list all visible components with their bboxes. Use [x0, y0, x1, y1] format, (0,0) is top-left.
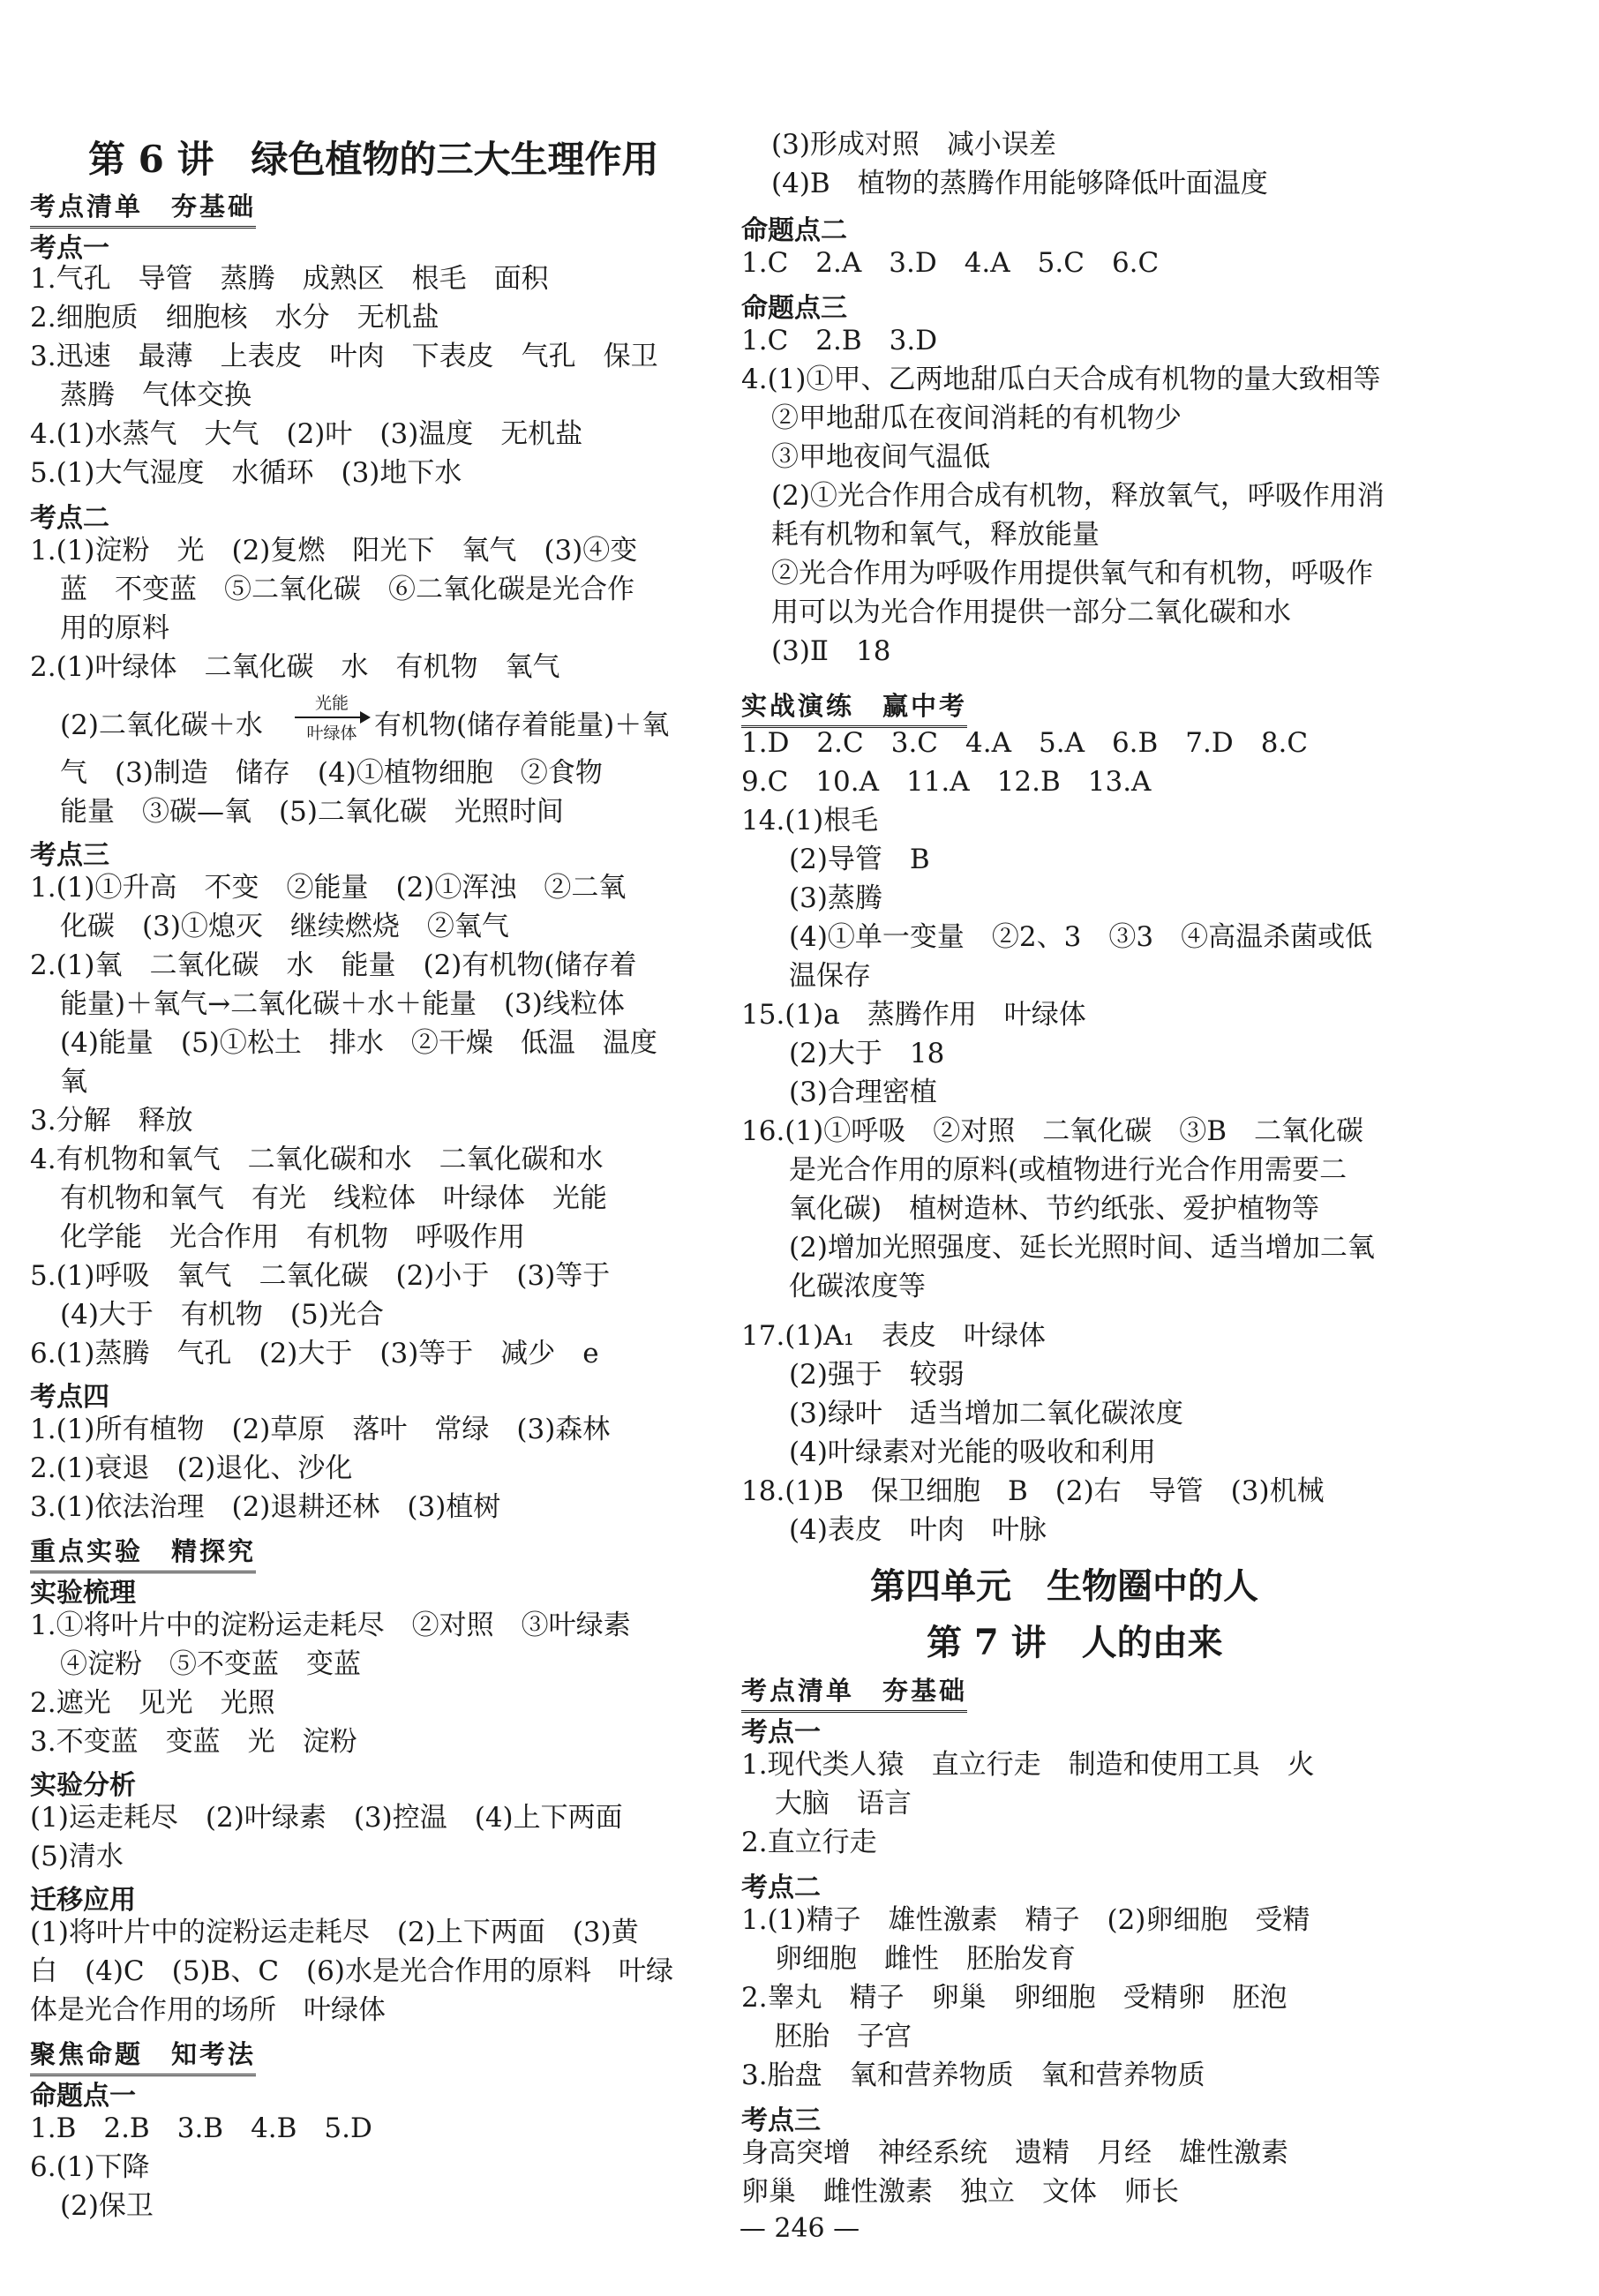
page-number: — 246 —: [739, 2213, 860, 2244]
answer-line: (2)导管 B: [789, 844, 930, 875]
answer-line: 2.细胞质 细胞核 水分 无机盐: [30, 302, 439, 334]
answer-line: 体是光合作用的场所 叶绿体: [30, 1994, 386, 2026]
reaction-arrow: [295, 694, 369, 743]
answer-line: 气 (3)制造 储存 (4)①植物细胞 ②食物: [60, 757, 603, 789]
subheading-experiment-analysis: 实验分析: [30, 1770, 136, 1801]
answer-line: 18.(1)B 保卫细胞 B (2)右 导管 (3)机械: [741, 1475, 1325, 1507]
answer-line: 1.现代类人猿 直立行走 制造和使用工具 火: [741, 1749, 1315, 1781]
answer-line: 5.(1)大气湿度 水循环 (3)地下水: [30, 457, 462, 489]
answer-line: 2.直立行走: [741, 1827, 877, 1858]
answer-line: 4.(1)①甲、乙两地甜瓜白天合成有机物的量大致相等: [741, 364, 1381, 395]
answer-line: (4)B 植物的蒸腾作用能够降低叶面温度: [771, 168, 1268, 199]
answer-line: (4)大于 有机物 (5)光合: [60, 1299, 384, 1331]
answer-line: 15.(1)a 蒸腾作用 叶绿体: [741, 999, 1086, 1031]
answer-line: 14.(1)根毛: [741, 805, 879, 837]
subheading-transfer-application: 迁移应用: [30, 1885, 136, 1916]
subheading-kaodian-2: 考点二: [30, 503, 109, 534]
answer-line: (3)绿叶 适当增加二氧化碳浓度: [789, 1398, 1183, 1429]
answer-line: (2)强于 较弱: [789, 1359, 965, 1391]
answer-line: 化碳浓度等: [789, 1271, 926, 1302]
subheading-experiment-summary: 实验梳理: [30, 1578, 136, 1609]
answer-line: 氧: [60, 1066, 87, 1098]
answer-line: 16.(1)①呼吸 ②对照 二氧化碳 ③B 二氧化碳: [741, 1115, 1363, 1147]
answer-line: 4.有机物和氧气 二氧化碳和水 二氧化碳和水: [30, 1144, 604, 1175]
answer-line: (2)①光合作用合成有机物，释放氧气，呼吸作用消: [771, 480, 1385, 512]
answer-line: 3.胎盘 氧和营养物质 氧和营养物质: [741, 2060, 1205, 2091]
answer-line: (3)蒸腾: [789, 882, 882, 914]
answer-line: 4.(1)水蒸气 大气 (2)叶 (3)温度 无机盐: [30, 418, 583, 450]
answer-line: 1.(1)精子 雄性激素 精子 (2)卵细胞 受精: [741, 1904, 1310, 1936]
answer-line: 耗有机物和氧气，释放能量: [771, 519, 1100, 551]
arrow-condition-top: 光能: [314, 694, 349, 713]
answer-line: (1)将叶片中的淀粉运走耗尽 (2)上下两面 (3)黄: [30, 1917, 639, 1948]
subheading-proposition-1: 命题点一: [30, 2081, 136, 2112]
answer-line: 1.(1)淀粉 光 (2)复燃 阳光下 氧气 (3)④变: [30, 535, 638, 566]
answer-line: 1.D 2.C 3.C 4.A 5.A 6.B 7.D 8.C: [741, 727, 1309, 759]
answer-line: 蓝 不变蓝 ⑤二氧化碳 ⑥二氧化碳是光合作: [60, 574, 634, 605]
answer-line: 3.不变蓝 变蓝 光 淀粉: [30, 1726, 357, 1758]
answer-line: 2.(1)氧 二氧化碳 水 能量 (2)有机物(储存着: [30, 949, 637, 981]
answer-line: 1.(1)所有植物 (2)草原 落叶 常绿 (3)森林: [30, 1414, 611, 1445]
answer-line: 1.(1)①升高 不变 ②能量 (2)①浑浊 ②二氧: [30, 872, 627, 904]
section-header-checklist-2: 考点清单 夯基础: [741, 1671, 967, 1713]
answer-line: (3)Ⅱ 18: [771, 635, 891, 667]
answer-line: (4)能量 (5)①松土 排水 ②干燥 低温 温度: [60, 1027, 657, 1059]
answer-line: 白 (4)C (5)B、C (6)水是光合作用的原料 叶绿: [30, 1955, 673, 1987]
answer-line: 6.(1)下降: [30, 2151, 150, 2183]
answer-line: 2.(1)叶绿体 二氧化碳 水 有机物 氧气: [30, 651, 560, 683]
arrow-line: [295, 717, 362, 718]
section-header-focus-questions: 聚焦命题 知考法: [30, 2035, 256, 2076]
answer-line: (4)表皮 叶肉 叶脉: [789, 1514, 1047, 1546]
answer-line: 用的原料: [60, 612, 169, 644]
photosynthesis-equation: [60, 702, 263, 742]
arrow-condition-bottom: 叶绿体: [306, 724, 357, 743]
answer-line: 化学能 光合作用 有机物 呼吸作用: [60, 1221, 525, 1253]
subheading-kaodian-3: 考点三: [30, 840, 109, 871]
unit-4-title: 第四单元 生物圈中的人: [870, 1565, 1258, 1607]
answer-line: 2.(1)衰退 (2)退化、沙化: [30, 1452, 353, 1484]
answer-line: 6.(1)蒸腾 气孔 (2)大于 (3)等于 减少 e: [30, 1338, 599, 1369]
answer-line: ④淀粉 ⑤不变蓝 变蓝: [60, 1648, 361, 1680]
answer-line: 17.(1)A₁ 表皮 叶绿体: [741, 1320, 1047, 1352]
answer-line: 9.C 10.A 11.A 12.B 13.A: [741, 766, 1152, 798]
answer-line: 1.气孔 导管 蒸腾 成熟区 根毛 面积: [30, 263, 549, 295]
answer-line: (2)保卫: [60, 2190, 154, 2222]
answer-line: 温保存: [789, 960, 871, 992]
answer-line: 3.迅速 最薄 上表皮 叶肉 下表皮 气孔 保卫: [30, 341, 658, 372]
answer-line: (4)叶绿素对光能的吸收和利用: [789, 1437, 1156, 1468]
subheading-kaodian-3: 考点三: [741, 2105, 821, 2136]
answer-line: (3)形成对照 减小误差: [771, 129, 1056, 161]
answer-line: 卵细胞 雌性 胚胎发育: [775, 1943, 1076, 1975]
answer-line: ②甲地甜瓜在夜间消耗的有机物少: [771, 402, 1182, 434]
answer-line: ②光合作用为呼吸作用提供氧气和有机物，呼吸作: [771, 558, 1373, 589]
answer-line: 卵巢 雌性激素 独立 文体 师长: [741, 2176, 1179, 2208]
answer-line: 能量 ③碳—氧 (5)二氧化碳 光照时间: [60, 796, 564, 828]
answer-line: 1.C 2.A 3.D 4.A 5.C 6.C: [741, 247, 1160, 279]
answer-line: (4)①单一变量 ②2、3 ③3 ④高温杀菌或低: [789, 921, 1373, 953]
section-header-checklist: 考点清单 夯基础: [30, 187, 256, 229]
answer-line: 2.睾丸 精子 卵巢 卵细胞 受精卵 胚泡: [741, 1982, 1287, 2014]
subheading-kaodian-1: 考点一: [741, 1717, 821, 1748]
answer-line: 5.(1)呼吸 氧气 二氧化碳 (2)小于 (3)等于: [30, 1260, 611, 1292]
subheading-proposition-2: 命题点二: [741, 215, 847, 246]
equation-products: 有机物(储存着能量)＋氧: [374, 709, 670, 741]
subheading-proposition-3: 命题点三: [741, 293, 847, 324]
answer-line: 1.C 2.B 3.D: [741, 325, 938, 356]
subheading-kaodian-4: 考点四: [30, 1382, 109, 1413]
subheading-kaodian-2: 考点二: [741, 1872, 821, 1903]
section-header-practice: 实战演练 赢中考: [741, 687, 967, 728]
equation-reactants: (2)二氧化碳＋水: [60, 709, 263, 741]
answer-line: 化碳 (3)①熄灭 继续燃烧 ②氧气: [60, 911, 509, 942]
answer-line: 大脑 语言: [775, 1788, 912, 1820]
answer-line: 胚胎 子宫: [775, 2021, 912, 2052]
answer-line: 1.①将叶片中的淀粉运走耗尽 ②对照 ③叶绿素: [30, 1609, 631, 1641]
lecture-7-title: 第 7 讲 人的由来: [927, 1622, 1223, 1663]
answer-line: (5)清水: [30, 1841, 124, 1872]
answer-line: 2.遮光 见光 光照: [30, 1687, 275, 1719]
answer-line: 蒸腾 气体交换: [60, 379, 251, 411]
answer-line: 身高突增 神经系统 遗精 月经 雄性激素: [741, 2137, 1288, 2169]
section-header-experiments: 重点实验 精探究: [30, 1532, 256, 1573]
answer-line: 是光合作用的原料(或植物进行光合作用需要二: [789, 1154, 1348, 1186]
answer-line: 有机物和氧气 有光 线粒体 叶绿体 光能: [60, 1182, 607, 1214]
subheading-kaodian-1: 考点一: [30, 233, 109, 264]
answer-line: (2)增加光照强度、延长光照时间、适当增加二氧: [789, 1232, 1375, 1264]
answer-line: (1)运走耗尽 (2)叶绿素 (3)控温 (4)上下两面: [30, 1802, 623, 1834]
answer-line: (3)合理密植: [789, 1077, 937, 1108]
lecture-6-title: 第 6 讲 绿色植物的三大生理作用: [88, 138, 659, 181]
answer-line: 氧化碳) 植树造林、节约纸张、爱护植物等: [789, 1193, 1320, 1225]
answer-line: ③甲地夜间气温低: [771, 441, 990, 473]
answer-line: 能量)＋氧气→二氧化碳＋水＋能量 (3)线粒体: [60, 988, 625, 1020]
answer-line: 3.分解 释放: [30, 1105, 193, 1137]
answer-line: 1.B 2.B 3.B 4.B 5.D: [30, 2112, 372, 2144]
answer-line: (2)大于 18: [789, 1038, 945, 1069]
answer-line: 3.(1)依法治理 (2)退耕还林 (3)植树: [30, 1491, 501, 1523]
answer-line: 用可以为光合作用提供一部分二氧化碳和水: [771, 597, 1291, 628]
